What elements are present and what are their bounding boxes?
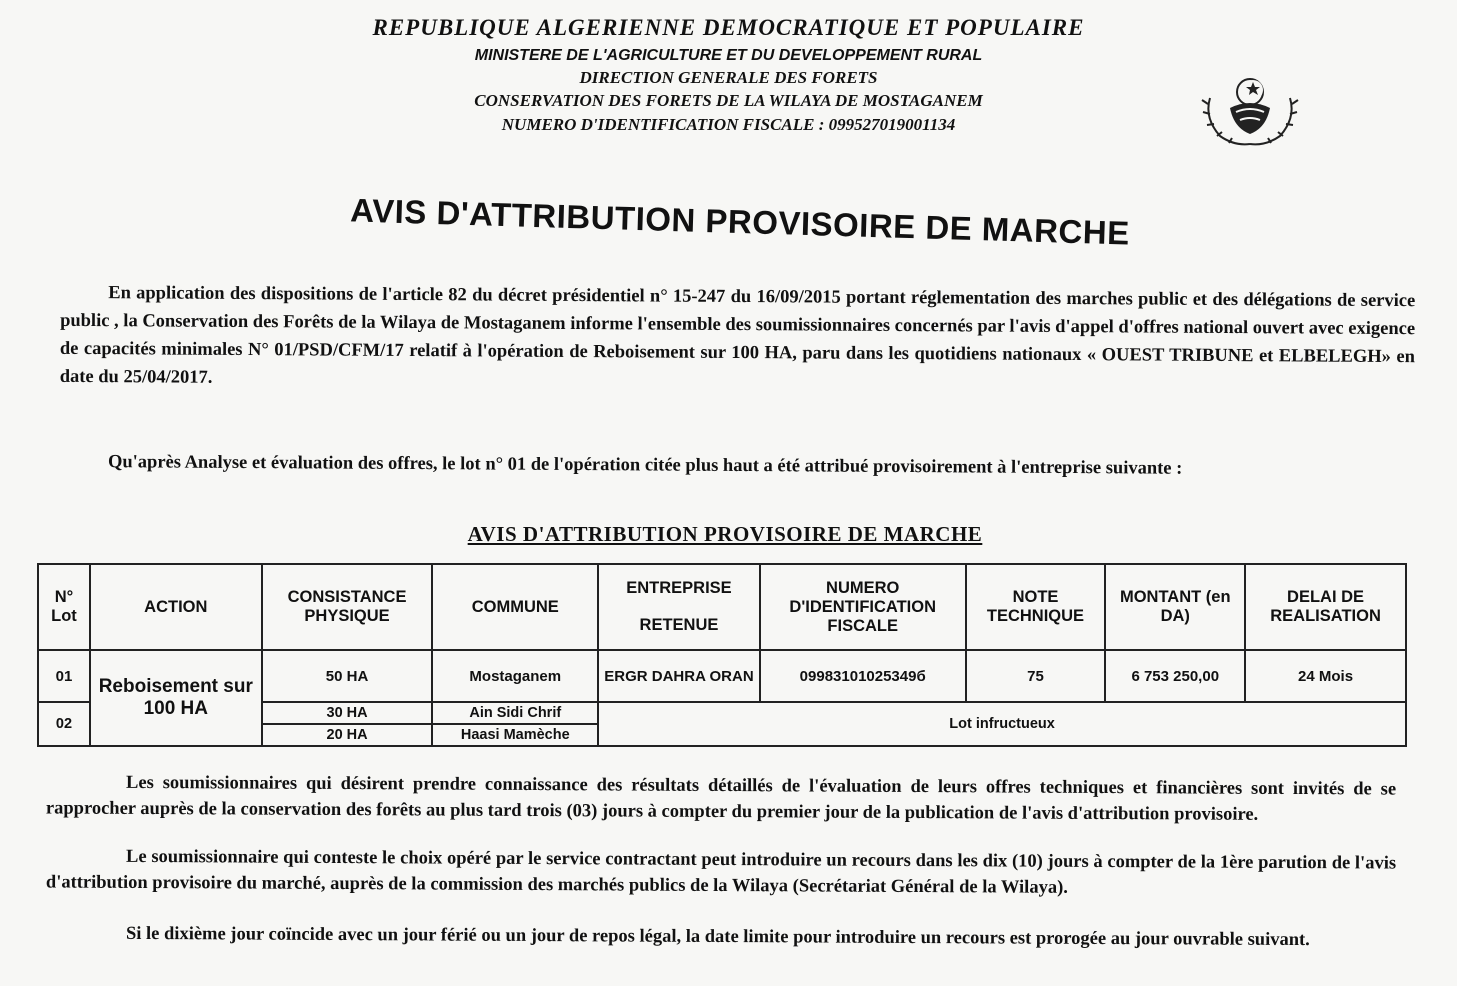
header-entreprise-line2: RETENUE bbox=[639, 616, 719, 634]
analysis-paragraph-text: Qu'après Analyse et évaluation des offres, le lot n° 01 de l'opération citée plus haut a été attribué provisoirement à l'entreprise suivante : bbox=[107, 452, 1183, 479]
intro-paragraph-text: En application des dispositions de l'article 82 du décret présidentiel n° 15-247 du 16/09/2015 portant réglementation des marches public et des délégations de service public , la Conservation des Forêts de la Wilaya de Mostaganem informe l'ensemble des soumissionnaires concernés par l'avis d'appel d'offres national ouvert avec exigence de capacités minimales N° 01/PSD/CFM/17 relatif à l'opération de Reboisement sur 100 HA, paru dans les quotidiens nationaux « OUEST TRIBUNE et ELBELEGH» en date du 25/04/2017. bbox=[59, 283, 1416, 388]
header-commune: COMMUNE bbox=[432, 564, 598, 650]
analysis-paragraph bbox=[60, 448, 1415, 484]
header-direction: DIRECTION GENERALE DES FORETS bbox=[579, 67, 878, 87]
header-consistance: CONSISTANCE PHYSIQUE bbox=[262, 564, 433, 650]
header-lot: N° Lot bbox=[38, 564, 90, 650]
award-table bbox=[37, 563, 1407, 747]
algeria-state-emblem-icon bbox=[1196, 68, 1304, 148]
header-entreprise bbox=[598, 564, 760, 650]
header-entreprise-line1: ENTREPRISE bbox=[626, 579, 732, 597]
lot-number: 02 bbox=[38, 702, 90, 746]
footer-paragraph-recourse bbox=[46, 843, 1396, 902]
commune-cell: Ain Sidi Chrif bbox=[432, 702, 598, 724]
footer-paragraph-results bbox=[46, 769, 1396, 828]
footer-paragraph-results-text: Les soumissionnaires qui désirent prendre connaissance des résultats détaillés de l'évaluation de leurs offres techniques et financières sont invités de se rapprocher auprès de la conservation des forêts au plus tard trois (03) jours à compter du premier jour de la publication de l'avis d'attribution provisoire. bbox=[45, 772, 1397, 825]
header-montant: MONTANT (en DA) bbox=[1105, 564, 1245, 650]
footer-paragraph-recourse-text: Le soumissionnaire qui conteste le choix opéré par le service contractant peut introduire un recours dans les dix (10) jours à compter de la 1ère parution de l'avis d'attribution provisoire du marché, auprès de la commission des marchés publics de la Wilaya (Secrétariat Général de la Wilaya). bbox=[45, 846, 1397, 898]
footer-paragraph-deadline-text: Si le dixième jour coïncide avec un jour férié ou un jour de repos légal, la date limite pour introduire un recours est prorogée au jour ouvrable suivant. bbox=[125, 923, 1310, 951]
header-ministry: MINISTERE DE L'AGRICULTURE ET DU DEVELOPPEMENT RURAL bbox=[474, 46, 983, 64]
header-note: NOTE TECHNIQUE bbox=[966, 564, 1106, 650]
lot-number: 01 bbox=[38, 650, 90, 702]
intro-paragraph bbox=[60, 279, 1416, 399]
header-nif: NUMERO D'IDENTIFICATION FISCALE bbox=[760, 564, 966, 650]
table-row bbox=[38, 650, 1406, 702]
consistance-cell: 50 HA bbox=[262, 650, 433, 702]
lot-status-cell: Lot infructueux bbox=[598, 702, 1406, 746]
header-conservation: CONSERVATION DES FORETS DE LA WILAYA DE MOSTAGANEM bbox=[474, 91, 983, 111]
commune-cell: Mostaganem bbox=[432, 650, 598, 702]
header-action: ACTION bbox=[90, 564, 262, 650]
delai-cell: 24 Mois bbox=[1245, 650, 1406, 702]
header-delai: DELAI DE REALISATION bbox=[1245, 564, 1406, 650]
document-title: AVIS D'ATTRIBUTION PROVISOIRE DE MARCHE bbox=[349, 191, 1131, 252]
nif-cell: 09983101025349б bbox=[760, 650, 966, 702]
header-republic: REPUBLIQUE ALGERIENNE DEMOCRATIQUE ET POPULAIRE bbox=[372, 15, 1085, 40]
table-title: AVIS D'ATTRIBUTION PROVISOIRE DE MARCHE bbox=[467, 522, 983, 546]
consistance-cell: 20 HA bbox=[262, 724, 433, 746]
consistance-cell: 30 HA bbox=[262, 702, 433, 724]
table-header-row bbox=[38, 564, 1406, 650]
footer-paragraph-deadline bbox=[46, 920, 1396, 953]
entreprise-cell: ERGR DAHRA ORAN bbox=[598, 650, 760, 702]
header-fiscal-id: NUMERO D'IDENTIFICATION FISCALE : 099527019001134 bbox=[501, 114, 956, 134]
montant-cell: 6 753 250,00 bbox=[1105, 650, 1245, 702]
action-cell: Reboisement sur 100 HA bbox=[90, 650, 262, 746]
note-cell: 75 bbox=[966, 650, 1106, 702]
commune-cell: Haasi Mamèche bbox=[432, 724, 598, 746]
